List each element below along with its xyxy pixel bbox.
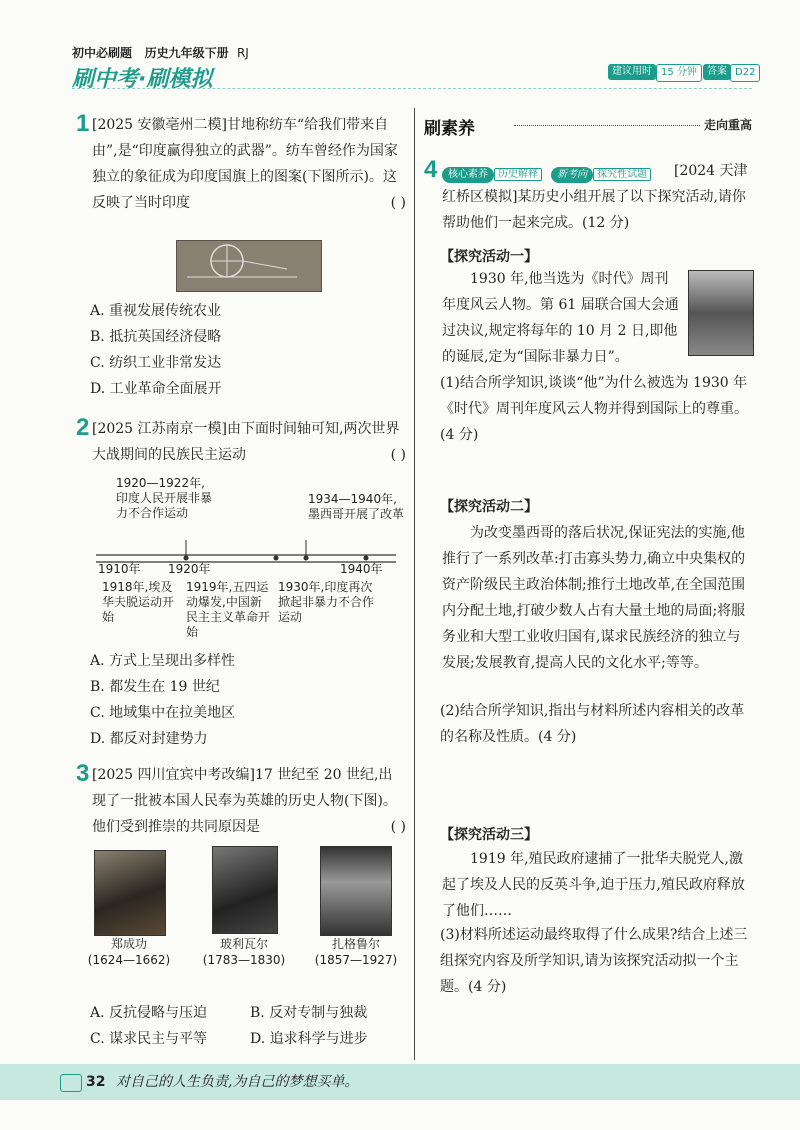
activity-3-title: 【探究活动三】 xyxy=(440,827,538,843)
q1-options xyxy=(90,298,222,402)
history-interpretation-tag: 历史解释 xyxy=(494,168,542,181)
q1-stem: [2025 安徽亳州二模]甘地称纺车“给我们带来自由”,是“印度赢得独立的武器”。纺车曾经作为国家独立的象征成为印度国旗上的图案(下图所示)。这反映了当时印度 xyxy=(92,117,398,211)
time-value: 15 分钟 xyxy=(656,64,702,82)
inquiry-question-tag: 探究性试题 xyxy=(593,168,651,181)
activity-2-title: 【探究活动二】 xyxy=(440,499,538,515)
option-c[interactable]: C. 地域集中在拉美地区 xyxy=(90,705,236,721)
activity-1-title: 【探究活动一】 xyxy=(440,249,538,265)
right-section-title: 刷素养 xyxy=(424,119,475,139)
header-divider xyxy=(72,88,752,89)
q2-options xyxy=(90,648,235,752)
activity-1-material: 1930 年,他当选为《时代》周刊年度风云人物。第 61 届联合国大会通过决议,规定将每年的 10 月 2 日,即他的诞辰,定为“国际非暴力日”。 xyxy=(442,271,679,365)
tick-label: 1920年 xyxy=(168,562,211,576)
answer-paren: ( ) xyxy=(390,195,406,211)
edition: RJ xyxy=(236,46,249,60)
q4-intro: [2024 天津红桥区模拟]某历史小组开展了以下探究活动,请你帮助他们一起来完成。(12 分) xyxy=(442,163,748,231)
time-label: 建议用时 xyxy=(608,64,656,80)
activity-3-question: (3)材料所述运动最终取得了什么成果?结合上述三组探究内容及所学知识,请为该探究活动拟一个主题。(4 分) xyxy=(440,927,748,995)
question-number: 2 xyxy=(76,414,90,441)
timeline-event: 1919年,五四运动爆发,中国新民主主义革命开始 xyxy=(186,580,271,639)
activity-2-question: (2)结合所学知识,指出与材料所述内容相关的改革的名称及性质。(4 分) xyxy=(440,703,745,745)
answer-page: D22 xyxy=(730,64,760,82)
option-a[interactable]: A. 方式上呈现出多样性 xyxy=(90,653,236,669)
footer-motto: 对自己的人生负责,为自己的梦想买单。 xyxy=(116,1074,359,1090)
section-title: 刷中考·刷模拟 xyxy=(72,67,213,92)
right-section-header xyxy=(424,114,754,139)
flag-image xyxy=(176,240,322,292)
activity-3-material: 1919 年,殖民政府逮捕了一批华夫脱党人,激起了埃及人民的反英斗争,迫于压力,殖民政府释放了他们…… xyxy=(442,851,745,919)
book-name: 历史九年级下册 xyxy=(144,46,229,60)
activity-2-material: 为改变墨西哥的落后状况,保证宪法的实施,他推行了一系列改革:打击寡头势力,确立中央集权的资产阶级民主政治体制;推行土地改革,在全国范围内分配土地,打破少数人占有大量土地的局面;将服务业和大型工业收归国有,谋求民族经济的独立与发展;发展教育,提高人民的文化水平;等等。 xyxy=(442,525,746,671)
tick-label: 1940年 xyxy=(340,562,383,576)
dotted-leader xyxy=(514,125,700,126)
series-name: 初中必刷题 xyxy=(72,46,133,60)
timeline-event: 1934—1940年,墨西哥开展了改革 xyxy=(308,492,405,521)
q3-text xyxy=(92,762,406,840)
timeline-event: 1920—1922年,印度人民开展非暴力不合作运动 xyxy=(116,476,213,520)
option-d[interactable]: D. 工业革命全面展开 xyxy=(90,381,222,397)
question-number: 3 xyxy=(76,760,90,787)
answer-paren: ( ) xyxy=(390,819,406,835)
person-years: (1783—1830) xyxy=(202,953,286,967)
q3-stem: [2025 四川宜宾中考改编]17 世纪至 20 世纪,出现了一批被本国人民奉为英雄的历史人物(下图)。他们受到推崇的共同原因是 xyxy=(92,767,397,835)
caption xyxy=(84,936,174,968)
q1-text xyxy=(92,112,406,216)
option-a[interactable]: A. 反抗侵略与压迫 xyxy=(90,1005,208,1021)
option-b[interactable]: B. 都发生在 19 世纪 xyxy=(90,679,220,695)
timeline xyxy=(96,470,406,646)
option-c[interactable]: C. 谋求民主与平等 xyxy=(90,1031,208,1047)
tick-label: 1910年 xyxy=(98,562,141,576)
portrait-zaghlul xyxy=(320,846,392,936)
option-a[interactable]: A. 重视发展传统农业 xyxy=(90,303,222,319)
book-icon xyxy=(60,1074,82,1092)
option-b[interactable]: B. 反对专制与独裁 xyxy=(250,1005,368,1021)
person-name: 郑成功 xyxy=(110,937,147,951)
option-b[interactable]: B. 抵抗英国经济侵略 xyxy=(90,329,222,345)
answer-paren: ( ) xyxy=(390,447,406,463)
person-years: (1624—1662) xyxy=(87,953,171,967)
person-years: (1857—1927) xyxy=(314,953,398,967)
page-number: 32 xyxy=(86,1074,106,1090)
answer-label: 答案 xyxy=(703,64,731,80)
column-divider xyxy=(414,108,415,1060)
q2-stem: [2025 江苏南京一模]由下面时间轴可知,两次世界大战期间的民族民主运动 xyxy=(92,421,400,463)
person-name: 扎格鲁尔 xyxy=(331,937,380,951)
question-number: 1 xyxy=(76,110,90,137)
q2-text xyxy=(92,416,406,468)
option-c[interactable]: C. 纺织工业非常发达 xyxy=(90,355,222,371)
right-section-subtitle: 走向重高 xyxy=(704,118,753,132)
portrait-bolivar xyxy=(212,846,278,934)
core-literacy-badge: 核心素养 xyxy=(442,167,494,183)
timeline-event: 1930年,印度再次掀起非暴力不合作运动 xyxy=(278,580,375,624)
option-d[interactable]: D. 都反对封建势力 xyxy=(90,731,208,747)
header-book-info xyxy=(72,44,249,61)
spinning-wheel-icon xyxy=(177,241,321,291)
caption xyxy=(310,936,402,968)
portrait-gandhi xyxy=(688,270,754,356)
caption xyxy=(198,936,290,968)
new-trend-badge: 新考向 xyxy=(551,167,593,183)
person-name: 玻利瓦尔 xyxy=(219,937,268,951)
option-d[interactable]: D. 追求科学与进步 xyxy=(250,1031,368,1047)
question-number: 4 xyxy=(424,156,438,183)
timeline-event: 1918年,埃及华夫脱运动开始 xyxy=(102,580,175,624)
portrait-zheng-chenggong xyxy=(94,850,166,936)
activity-1-question: (1)结合所学知识,谈谈“他”为什么被选为 1930 年《时代》周刊年度风云人物并得到国际上的尊重。(4 分) xyxy=(440,375,748,443)
